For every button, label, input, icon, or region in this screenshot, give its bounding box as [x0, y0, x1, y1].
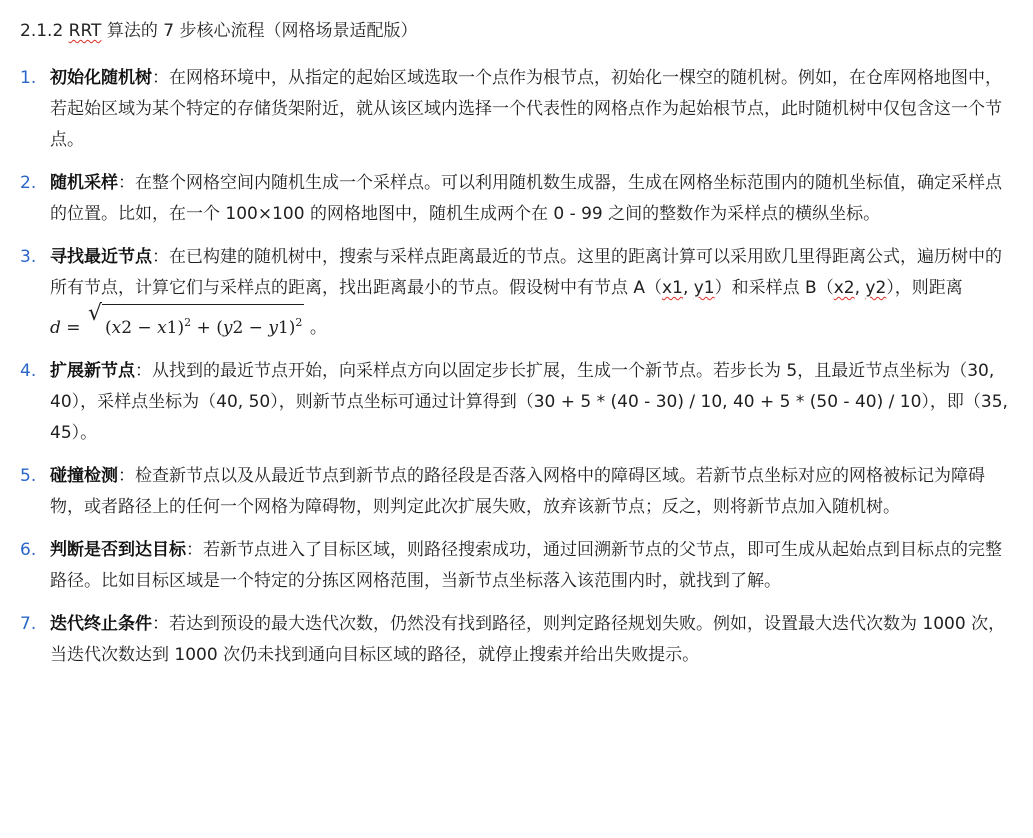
step-term: 碰撞检测 — [50, 466, 118, 486]
step-text: ：若新节点进入了目标区域，则路径搜索成功，通过回溯新节点的父节点，即可生成从起始点到目标点的完整路径。比如目标区域是一个特定的分拣区网格范围，当新节点坐标落入该范围内时，就找到了解。 — [50, 540, 1002, 591]
step-text: ：检查新节点以及从最近节点到新节点的路径段是否落入网格中的障碍区域。若新节点坐标对应的网格被标记为障碍物，或者路径上的任何一个网格为障碍物，则判定此次扩展失败，放弃该新节点；反之，则将新节点加入随机树。 — [50, 466, 985, 517]
point-b-x: x2 — [833, 278, 855, 298]
square-root — [87, 301, 304, 344]
radicand: $(x2 - x1)^2 + (y2 - y1)^2$ — [102, 304, 304, 344]
list-item-step-3 — [20, 242, 1013, 344]
step-text-end: 。 — [304, 318, 327, 338]
point-a-x: x1 — [662, 278, 683, 298]
step-number: 1. — [20, 68, 37, 88]
step-text: ：在整个网格空间内随机生成一个采样点。可以利用随机数生成器，生成在网格坐标范围内的随机坐标值，确定采样点的位置。比如，在一个 100×100 的网格地图中，随机生成两个在 0 - 99 之间的整数作为采样点的横纵坐标。 — [50, 173, 1002, 224]
step-term: 判断是否到达目标 — [50, 540, 186, 560]
step-number: 2. — [20, 173, 37, 193]
list-item-step-1 — [20, 63, 1013, 156]
heading-prefix: 2.1.2 — [20, 21, 69, 41]
step-text: ：若达到预设的最大迭代次数，仍然没有找到路径，则判定路径规划失败。例如，设置最大迭代次数为 1000 次，当迭代次数达到 1000 次仍未找到通向目标区域的路径，就停止搜索并给出失败提示。 — [50, 614, 1006, 665]
step-term: 迭代终止条件 — [50, 614, 152, 634]
distance-formula — [50, 301, 304, 338]
radical-sign-icon: √ — [87, 301, 102, 326]
heading-acronym: RRT — [68, 21, 102, 41]
steps-list — [20, 63, 1013, 671]
list-item-step-2 — [20, 168, 1013, 230]
step-text: ：在网格环境中，从指定的起始区域选取一个点作为根节点，初始化一棵空的随机树。例如，在仓库网格地图中，若起始区域为某个特定的存储货架附近，就从该区域内选择一个代表性的网格点作为起始根节点，此时随机树中仅包含这一个节点。 — [50, 68, 1002, 150]
step-text-mid: ）和采样点 B（ — [714, 278, 834, 298]
step-number: 3. — [20, 247, 37, 267]
step-number: 6. — [20, 540, 37, 560]
step-number: 7. — [20, 614, 37, 634]
point-a-y: y1 — [693, 278, 715, 298]
list-item-step-7 — [20, 609, 1013, 671]
step-term: 寻找最近节点 — [50, 247, 152, 267]
heading-suffix: 算法的 7 步核心流程（网格场景适配版） — [101, 21, 418, 41]
separator: , — [854, 278, 866, 298]
step-term: 扩展新节点 — [50, 361, 135, 381]
step-number: 4. — [20, 361, 37, 381]
step-number: 5. — [20, 466, 37, 486]
point-b-y: y2 — [865, 278, 887, 298]
list-item-step-5 — [20, 461, 1013, 523]
step-text: ：从找到的最近节点开始，向采样点方向以固定步长扩展，生成一个新节点。若步长为 5，且最近节点坐标为（30, 40），采样点坐标为（40, 50），则新节点坐标可通过计算得到（30 + 5 * (40 - 30) / 10, 40 + 5 * (50 - 40) / 10），即（35, 45）。 — [50, 361, 1008, 443]
section-heading — [20, 16, 1013, 46]
separator: , — [682, 278, 694, 298]
step-term: 初始化随机树 — [50, 68, 152, 88]
list-item-step-4 — [20, 356, 1013, 449]
formula-equals: = — [60, 318, 86, 338]
step-term: 随机采样 — [50, 173, 118, 193]
formula-lhs: d — [50, 318, 61, 338]
step-text: ：在已构建的随机树中，搜索与采样点距离最近的节点。这里的距离计算可以采用欧几里得距离公式，遍历树中的所有节点，计算它们与采样点的距离，找出距离最小的节点。假设树中有节点 A（ — [50, 247, 1002, 298]
list-item-step-6 — [20, 535, 1013, 597]
step-text-tail: ），则距离 — [886, 278, 963, 298]
